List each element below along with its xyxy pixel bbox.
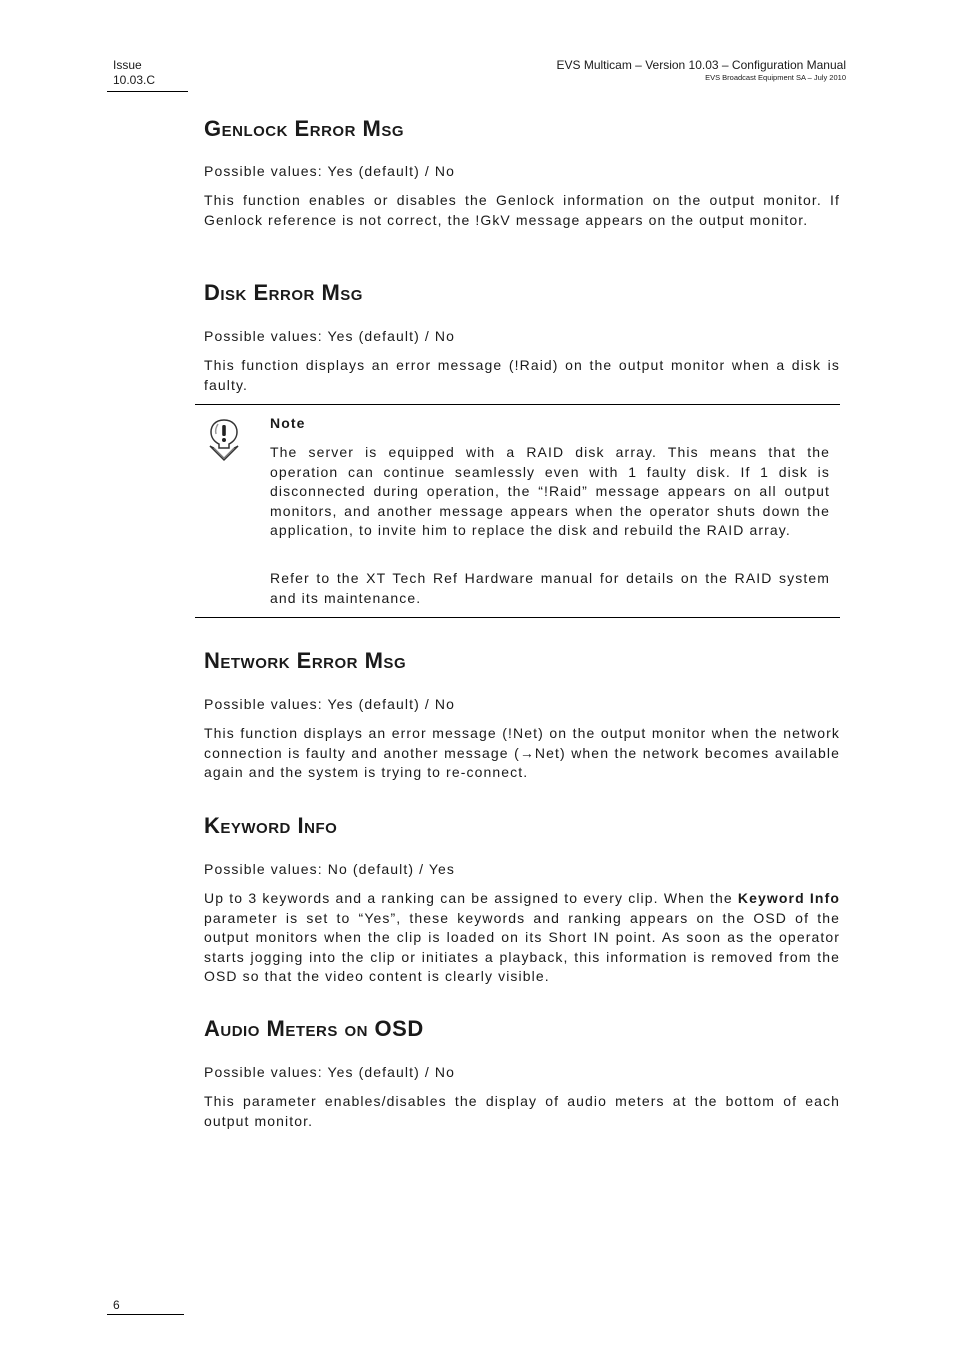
note-paragraph-2: Refer to the XT Tech Ref Hardware manual for details on the RAID system and its maintenance.	[270, 570, 830, 606]
company-line: EVS Broadcast Equipment SA – July 2010	[705, 73, 846, 82]
section-heading-network: Network Error Msg	[204, 648, 407, 673]
description-audio-meters: This parameter enables/disables the display of audio meters at the bottom of each output monitor.	[204, 1093, 840, 1129]
description-keyword	[204, 889, 840, 987]
keyword-info-term: Keyword Info	[737, 890, 840, 906]
description-disk: This function displays an error message (!Raid) on the output monitor when a disk is faulty.	[204, 357, 840, 393]
possible-values-disk: Possible values: Yes (default) / No	[204, 328, 455, 344]
section-heading-disk: Disk Error Msg	[204, 280, 363, 305]
section-heading-audio-meters: Audio Meters on OSD	[204, 1016, 424, 1041]
description-keyword-prefix: Up to 3 keywords and a ranking can be assigned to every clip. When the	[204, 890, 738, 906]
possible-values-keyword: Possible values: No (default) / Yes	[204, 861, 455, 877]
description-keyword-suffix: parameter is set to “Yes”, these keywords and ranking appears on the OSD of the output monitors when the clip is loaded on its Short IN point. As soon as the operator starts jogging into the clip or initiates a playback, this information is removed from the OSD so that the video content is clearly visible.	[204, 909, 840, 984]
description-network: This function displays an error message (!Net) on the output monitor when the network connection is faulty and another message (→Net) when the network becomes available again and the system is trying to re-connect.	[204, 725, 840, 780]
page-number: 6	[113, 1298, 120, 1312]
note-warning-icon	[206, 418, 242, 462]
footer-rule	[107, 1314, 184, 1315]
manual-title: EVS Multicam – Version 10.03 – Configuration Manual	[556, 58, 846, 72]
section-heading-genlock: Genlock Error Msg	[204, 116, 405, 141]
possible-values-network: Possible values: Yes (default) / No	[204, 696, 455, 712]
note-paragraph-1: The server is equipped with a RAID disk array. This means that the operation can continue seamlessly even with 1 faulty disk. If 1 disk is disconnected during operation, the “!Raid” message appears on all output monitors, and another message appears when the operator shuts down the application, to invite him to replace the disk and rebuild the RAID array.	[270, 444, 830, 538]
issue-block	[113, 58, 155, 88]
description-genlock: This function enables or disables the Genlock information on the output monitor. If Genlock reference is not correct, the !GkV message appears on the output monitor.	[204, 192, 840, 228]
section-heading-keyword: Keyword Info	[204, 813, 338, 838]
possible-values-genlock: Possible values: Yes (default) / No	[204, 163, 455, 179]
note-title: Note	[270, 415, 306, 431]
possible-values-audio-meters: Possible values: Yes (default) / No	[204, 1064, 455, 1080]
header-rule	[107, 91, 188, 92]
issue-number: 10.03.C	[113, 73, 156, 87]
header-title-block	[557, 58, 847, 83]
issue-label: Issue	[113, 58, 142, 72]
note-top-rule	[195, 404, 840, 405]
note-bottom-rule	[195, 617, 840, 618]
